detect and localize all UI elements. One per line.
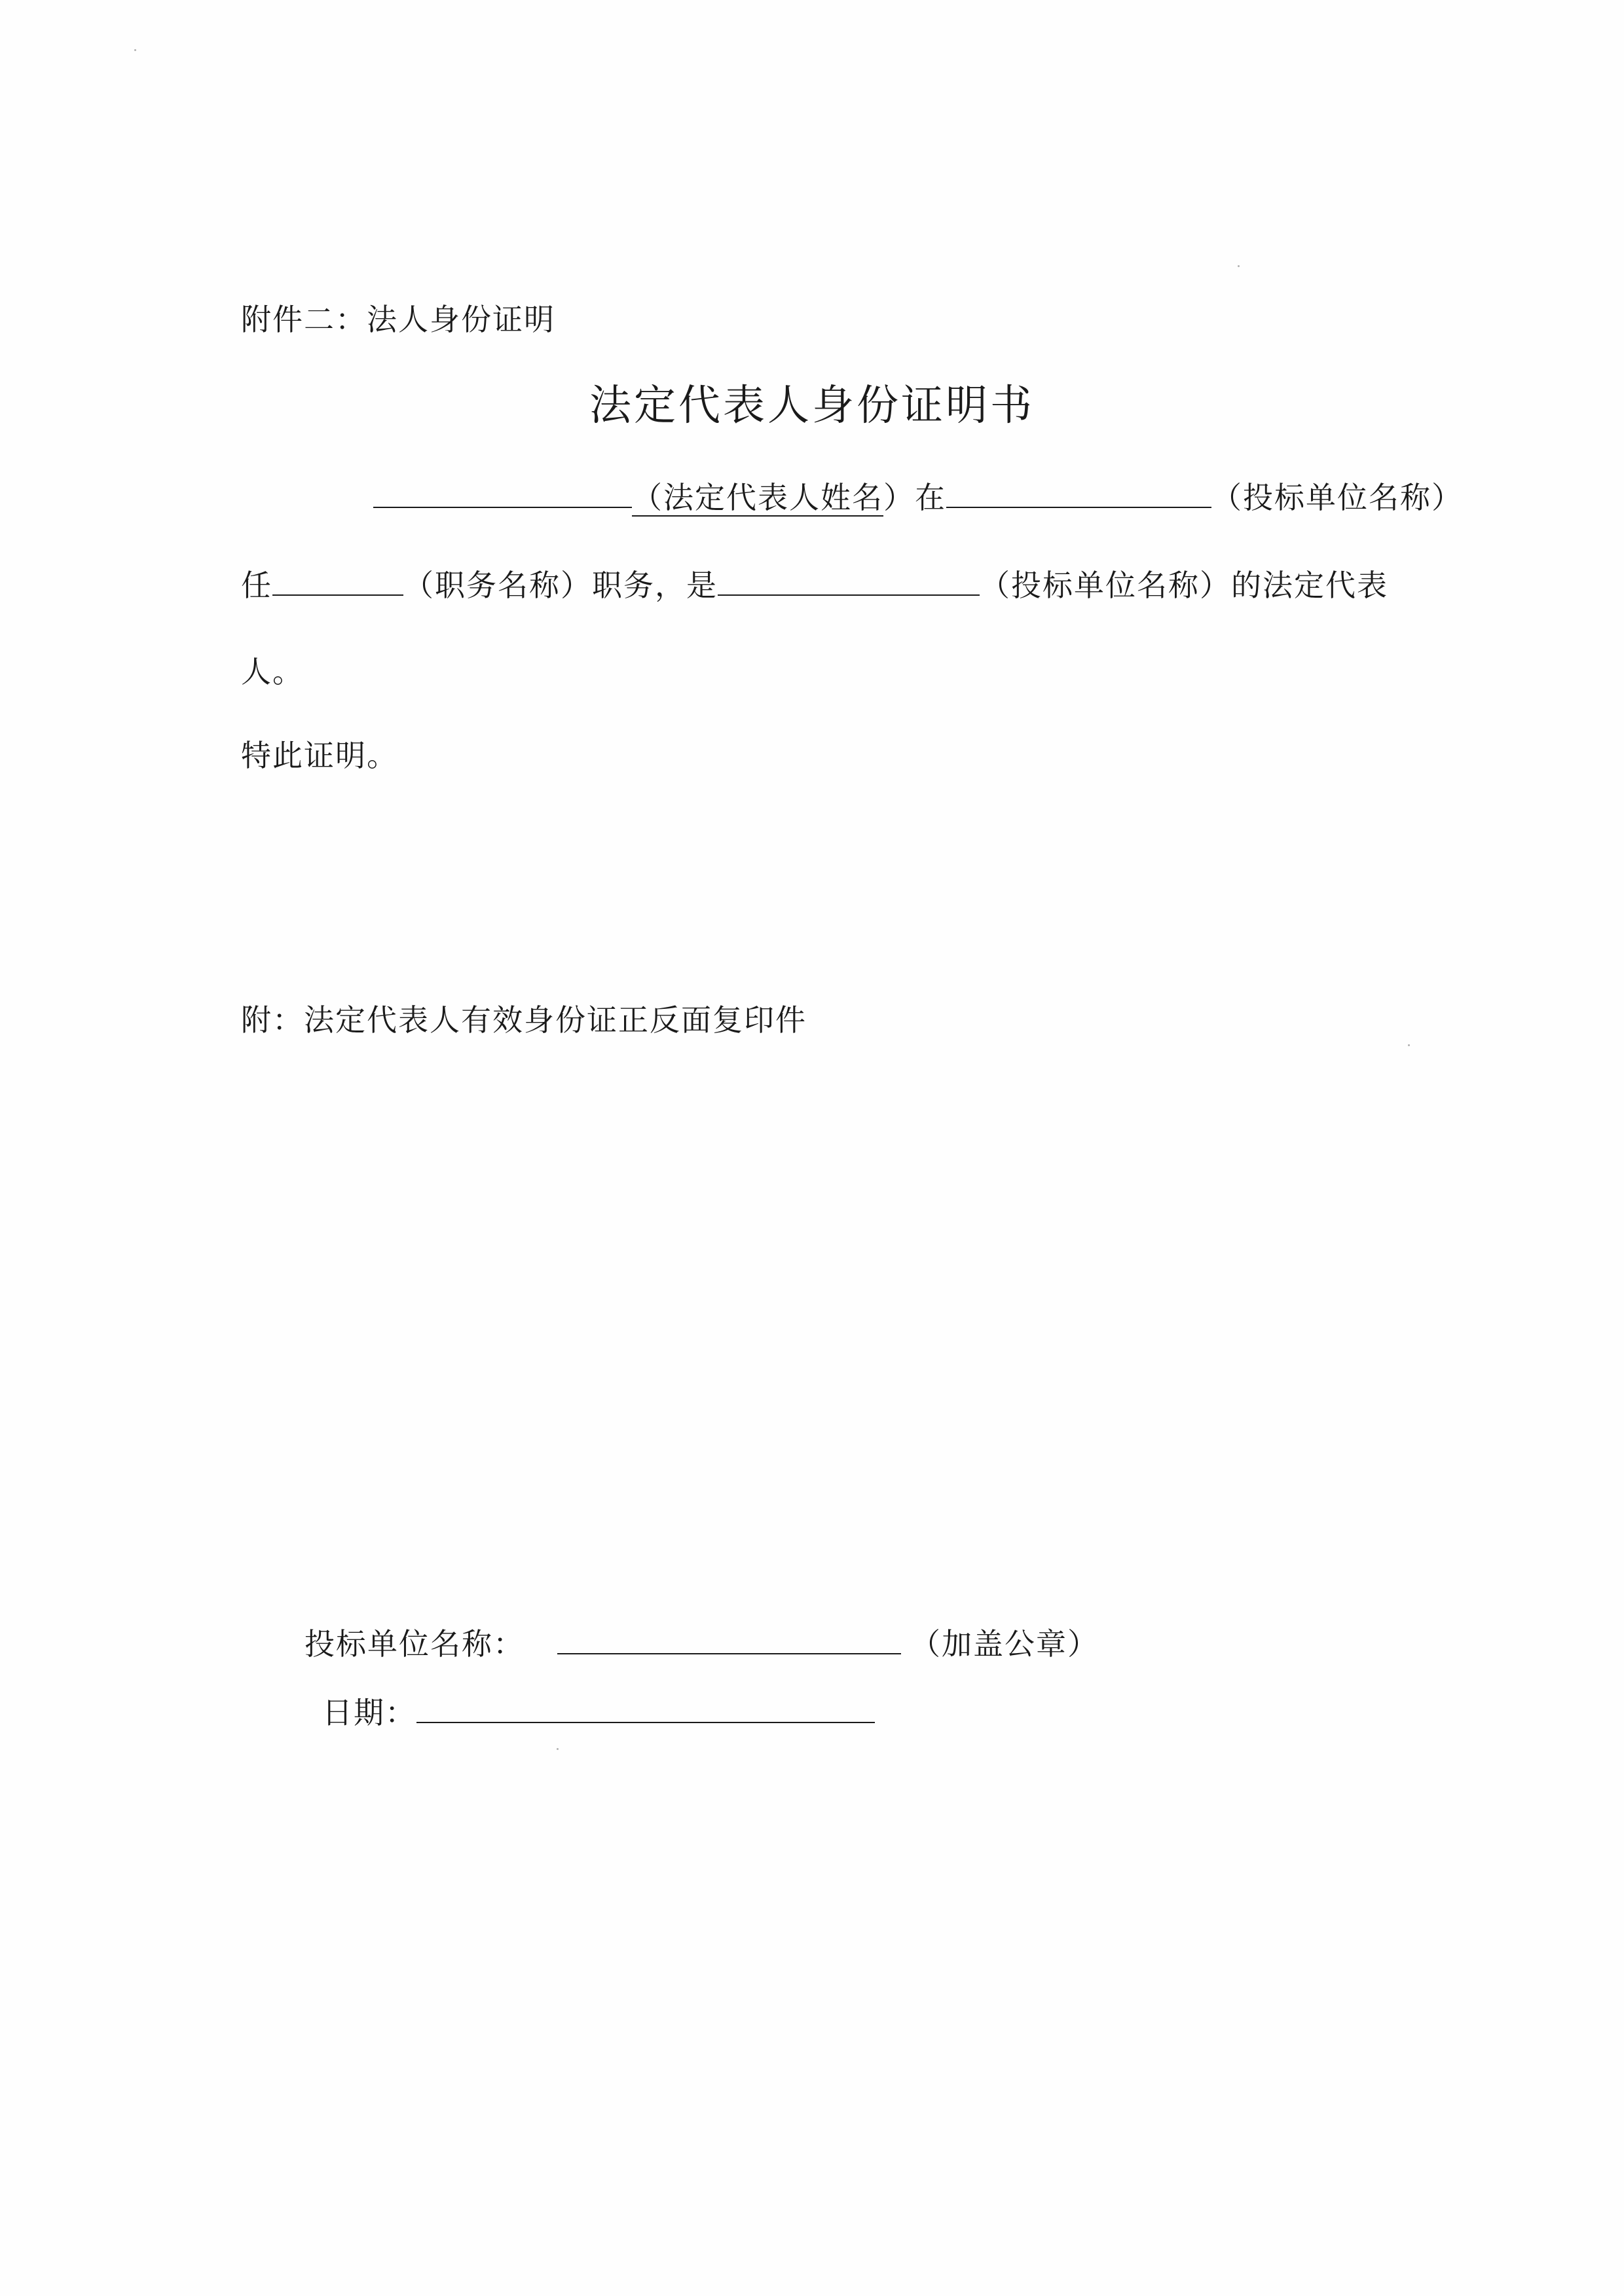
bidder-name-hint-1: （投标单位名称）	[1211, 480, 1463, 515]
scan-speck	[1238, 265, 1240, 267]
seal-hint: （加盖公章）	[910, 1626, 1099, 1662]
attachment-heading: 附件二：法人身份证明	[241, 302, 555, 337]
serve-text: 任	[241, 568, 272, 603]
position-blank[interactable]	[272, 566, 403, 596]
date-blank[interactable]	[416, 1693, 875, 1723]
certify-statement: 特此证明。	[241, 738, 398, 773]
document-title: 法定代表人身份证明书	[589, 382, 1035, 430]
bidder-name-blank-2[interactable]	[718, 566, 980, 596]
paragraph-line-1	[373, 478, 1463, 517]
paragraph-line-3: 人。	[241, 654, 304, 689]
bidder-unit-label: 投标单位名称：	[304, 1626, 525, 1662]
scan-speck	[134, 49, 136, 51]
scan-speck	[557, 1748, 559, 1750]
bidder-name-blank-1[interactable]	[946, 478, 1211, 508]
appendix-note: 附：法定代表人有效身份证正反面复印件	[241, 1002, 807, 1038]
position-hint: （职务名称）职务，是	[403, 568, 718, 603]
date-label: 日期：	[322, 1695, 416, 1730]
at-text: 在	[915, 480, 946, 515]
scan-speck	[1408, 1044, 1410, 1046]
bidder-unit-blank[interactable]	[557, 1624, 901, 1654]
paragraph-line-2	[241, 566, 1388, 605]
legal-rep-name-blank[interactable]	[373, 478, 632, 508]
legal-rep-name-hint-close: ）	[883, 480, 915, 515]
signature-unit-row	[304, 1624, 1099, 1664]
bidder-name-hint-2: （投标单位名称）的法定代表	[980, 568, 1388, 603]
legal-rep-name-hint: （法定代表人姓名	[632, 480, 883, 515]
signature-date-row	[322, 1693, 875, 1732]
